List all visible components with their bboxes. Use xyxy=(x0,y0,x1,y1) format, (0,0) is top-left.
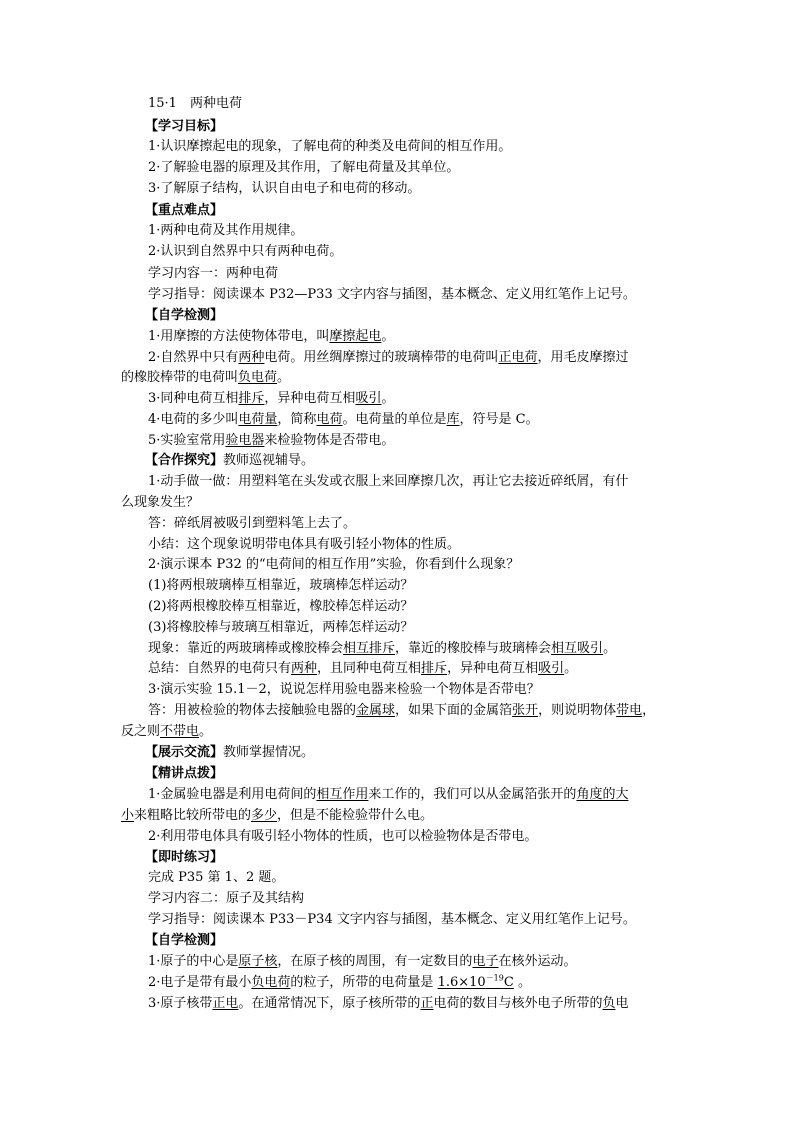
content-1-title: 学习内容一：两种电荷 xyxy=(148,266,279,281)
study-guide-2: 学习指导：阅读课本 P33－P34 文字内容与插图，基本概念、定义用红笔作上记号。 xyxy=(148,912,636,927)
goal-3: 3·了解原子结构，认识自由电子和电荷的移动。 xyxy=(148,181,421,196)
heading-show-exchange: 【展示交流】教师掌握情况。 xyxy=(145,745,315,760)
answer-blank: 金属球 xyxy=(356,703,396,718)
heading-key-points: 【重点难点】 xyxy=(145,203,224,218)
content-2-title: 学习内容二：原子及其结构 xyxy=(148,891,305,906)
answer-blank: 两种 xyxy=(291,661,318,676)
answer-blank: 库 xyxy=(446,412,460,427)
answer-blank: 不带电 xyxy=(160,724,200,739)
explanation-1-cont: 小来粗略比较所带电的多少，但是不能检验带什么电。 xyxy=(121,808,434,823)
goal-1: 1·认识摩擦起电的现象，了解电荷的种类及电荷间的相互作用。 xyxy=(148,139,512,154)
inquiry-2-phenomenon: 现象：靠近的两玻璃棒或橡胶棒会相互排斥，靠近的橡胶棒与玻璃棒会相互吸引。 xyxy=(148,641,617,656)
answer-blank: 小 xyxy=(121,808,135,823)
inquiry-1-cont: 么现象发生？ xyxy=(121,495,200,510)
heading-explanation: 【精讲点拨】 xyxy=(145,766,224,781)
key-point-1: 1·两种电荷及其作用规律。 xyxy=(148,223,304,238)
answer-blank: $1.6\times 10^{-19}C$ xyxy=(437,973,514,990)
inquiry-2: 2·演示课本 P32 的“电荷间的相互作用”实验，你看到什么现象？ xyxy=(148,557,520,572)
answer-blank: 两种 xyxy=(238,350,265,365)
inquiry-1-answer: 答：碎纸屑被吸引到塑料笔上去了。 xyxy=(148,516,357,531)
answer-blank: 角度的大 xyxy=(576,787,629,802)
self-check-1-3: 3·同种电荷互相排斥，异种电荷互相吸引。 xyxy=(148,391,395,406)
inquiry-3-answer: 答：用被检验的物体去接触验电器的金属球，如果下面的金属箔张开，则说明物体带电， xyxy=(148,703,656,718)
answer-blank: 负电荷 xyxy=(251,975,291,990)
explanation-1: 1·金属验电器是利用电荷间的相互作用来工作的，我们可以从金属箔张开的角度的大 xyxy=(148,787,629,802)
answer-blank: 张开 xyxy=(512,703,539,718)
inquiry-2-q3: (3)将橡胶棒与玻璃互相靠近，两棒怎样运动？ xyxy=(148,620,414,635)
explanation-2: 2·利用带电体具有吸引轻小物体的性质，也可以检验物体是否带电。 xyxy=(148,829,538,844)
answer-blank: 电子 xyxy=(472,954,499,969)
answer-blank: 正 xyxy=(420,996,434,1011)
answer-blank: 相互吸引 xyxy=(551,641,604,656)
answer-blank: 正电 xyxy=(212,996,239,1011)
answer-blank: 吸引 xyxy=(538,661,565,676)
answer-blank: 相互作用 xyxy=(316,787,369,802)
answer-blank: 多少 xyxy=(251,808,278,823)
self-check-1-1: 1·用摩擦的方法使物体带电，叫摩擦起电。 xyxy=(148,329,395,344)
answer-blank: 电荷量 xyxy=(238,412,278,427)
self-check-2-1: 1·原子的中心是原子核，在原子核的周围，有一定数目的电子在核外运动。 xyxy=(148,954,577,969)
practice-1: 完成 P35 第 1、2 题。 xyxy=(148,870,285,885)
answer-blank: 摩擦起电 xyxy=(329,329,382,344)
answer-blank: 原子核 xyxy=(238,954,278,969)
self-check-1-4: 4·电荷的多少叫电荷量，简称电荷。电荷量的单位是库，符号是 C。 xyxy=(148,412,539,427)
inquiry-1-summary: 小结：这个现象说明带电体具有吸引轻小物体的性质。 xyxy=(148,537,461,552)
inquiry-2-conclusion: 总结：自然界的电荷只有两种，且同种电荷互相排斥，异种电荷互相吸引。 xyxy=(148,661,578,676)
inquiry-2-q2: (2)将两根橡胶棒互相靠近，橡胶棒怎样运动？ xyxy=(148,599,414,614)
inquiry-3-answer-cont: 反之则不带电。 xyxy=(121,724,213,739)
heading-self-check-2: 【自学检测】 xyxy=(145,933,224,948)
inquiry-2-q1: (1)将两根玻璃棒互相靠近，玻璃棒怎样运动？ xyxy=(148,578,414,593)
goal-2: 2·了解验电器的原理及其作用，了解电荷量及其单位。 xyxy=(148,160,460,175)
answer-blank: 排斥 xyxy=(421,661,448,676)
study-guide-1: 学习指导：阅读课本 P32—P33 文字内容与插图，基本概念、定义用红笔作上记号。 xyxy=(148,287,636,302)
answer-blank: 正电荷 xyxy=(498,350,538,365)
key-point-2: 2·认识到自然界中只有两种电荷。 xyxy=(148,244,343,259)
self-check-1-5: 5·实验室常用验电器来检验物体是否带电。 xyxy=(148,433,395,448)
answer-blank: 负 xyxy=(602,996,616,1011)
self-check-1-2: 2·自然界中只有两种电荷。用丝绸摩擦过的玻璃棒带的电荷叫正电荷，用毛皮摩擦过 xyxy=(148,350,629,365)
answer-blank: 电荷 xyxy=(316,412,343,427)
heading-learning-goals: 【学习目标】 xyxy=(145,119,224,134)
section-title: 15·1 两种电荷 xyxy=(148,96,242,111)
answer-blank: 负电荷 xyxy=(238,370,278,385)
inquiry-1: 1·动手做一做：用塑料笔在头发或衣服上来回摩擦几次，再让它去接近碎纸屑，有什 xyxy=(148,474,629,489)
self-check-1-2-cont: 的橡胶棒带的电荷叫负电荷。 xyxy=(121,370,291,385)
heading-self-check-1: 【自学检测】 xyxy=(145,308,224,323)
self-check-2-3: 3·原子核带正电。在通常情况下，原子核所带的正电荷的数目与核外电子所带的负电 xyxy=(148,996,629,1011)
heading-instant-practice: 【即时练习】 xyxy=(145,850,224,865)
answer-blank: 验电器 xyxy=(225,433,265,448)
self-check-2-2: 2·电子是带有最小负电荷的粒子，所带的电荷量是 $1.6\times 10^{-19}C$ 。 xyxy=(148,973,531,990)
answer-blank: 排斥 xyxy=(238,391,265,406)
heading-cooperative-inquiry: 【合作探究】教师巡视辅导。 xyxy=(145,453,315,468)
answer-blank: 带电 xyxy=(616,703,643,718)
answer-blank: 吸引 xyxy=(355,391,382,406)
inquiry-3: 3·演示实验 15.1－2，说说怎样用验电器来检验一个物体是否带电？ xyxy=(148,682,540,697)
answer-blank: 相互排斥 xyxy=(343,641,396,656)
